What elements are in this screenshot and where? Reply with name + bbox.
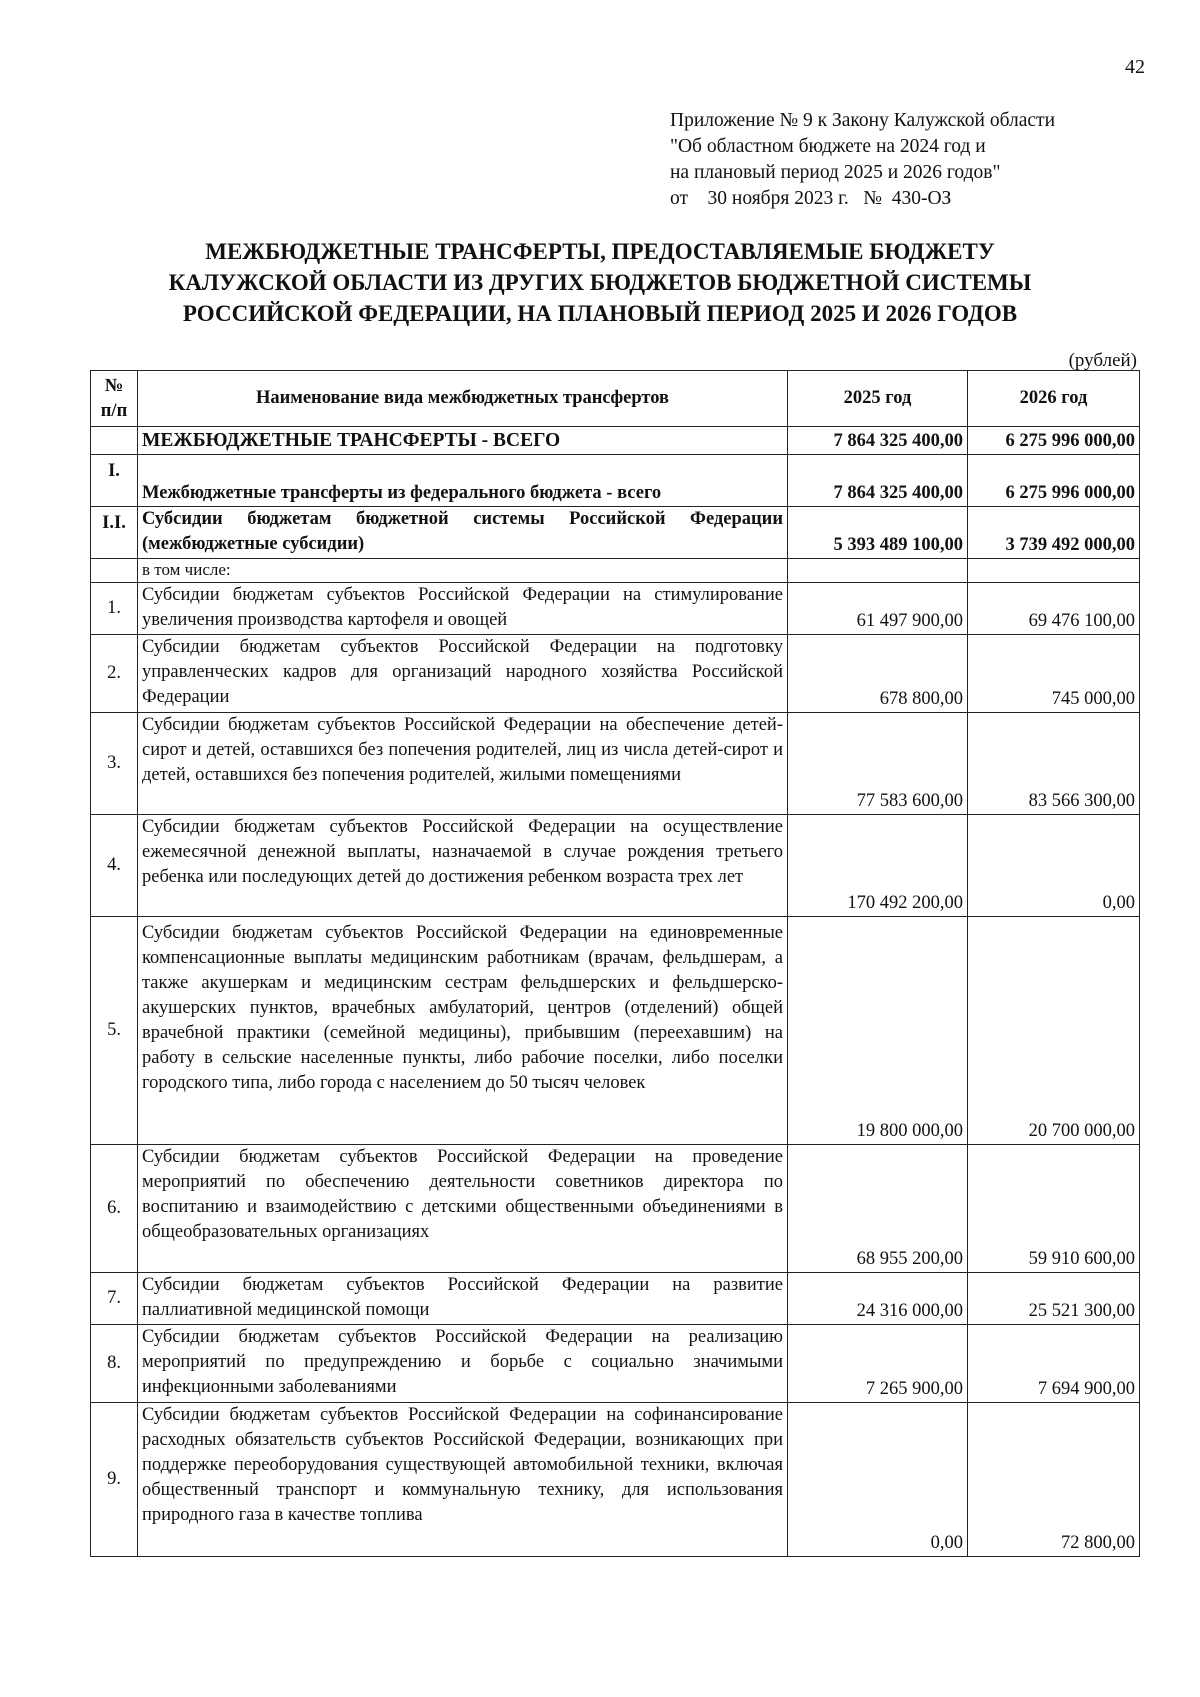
row-value-2025: 7 864 325 400,00 [788, 427, 968, 455]
row-value-2025: 61 497 900,00 [788, 583, 968, 635]
table-row-total [91, 427, 1140, 455]
row-name: Субсидии бюджетам субъектов Российской Федерации на подготовку управленческих кадров для организаций народного хозяйства Российской Федерации [138, 635, 788, 713]
row-value-2026 [968, 559, 1140, 583]
title-line: КАЛУЖСКОЙ ОБЛАСТИ ИЗ ДРУГИХ БЮДЖЕТОВ БЮДЖЕТНОЙ СИСТЕМЫ [168, 270, 1032, 295]
table-row [91, 1273, 1140, 1325]
row-value-2025 [788, 559, 968, 583]
row-value-2026: 0,00 [968, 815, 1140, 917]
page-number: 42 [1125, 56, 1145, 78]
row-name: Субсидии бюджетам субъектов Российской Федерации на стимулирование увеличения производства картофеля и овощей [138, 583, 788, 635]
row-value-2025: 678 800,00 [788, 635, 968, 713]
appendix-line: Приложение № 9 к Закону Калужской области [670, 110, 1056, 131]
row-value-2026: 6 275 996 000,00 [968, 455, 1140, 507]
row-num: 4. [91, 815, 138, 917]
row-num: 2. [91, 635, 138, 713]
table-row [91, 1403, 1140, 1557]
row-name: Субсидии бюджетам субъектов Российской Федерации на осуществление ежемесячной денежной выплаты, назначаемой в случае рождения третьего ребенка или последующих детей до достижения ребенком возраста трех лет [138, 815, 788, 917]
table-row [91, 713, 1140, 815]
transfers-table [90, 370, 1140, 1557]
row-name: МЕЖБЮДЖЕТНЫЕ ТРАНСФЕРТЫ - ВСЕГО [138, 427, 788, 455]
row-value-2025: 24 316 000,00 [788, 1273, 968, 1325]
row-name: Субсидии бюджетам субъектов Российской Федерации на обеспечение детей-сирот и детей, оставшихся без попечения родителей, лиц из числа детей-сирот и детей, оставшихся без попечения родителей, жилыми помещениями [138, 713, 788, 815]
row-value-2025: 0,00 [788, 1403, 968, 1557]
row-name: Субсидии бюджетам субъектов Российской Федерации на реализацию мероприятий по предупреждению и борьбе с социально значимыми инфекционными заболеваниями [138, 1325, 788, 1403]
row-value-2025: 77 583 600,00 [788, 713, 968, 815]
table-row [91, 1145, 1140, 1273]
header-name: Наименование вида межбюджетных трансфертов [138, 371, 788, 427]
row-num [91, 559, 138, 583]
header-num-line2: п/п [100, 400, 128, 421]
row-value-2025: 19 800 000,00 [788, 917, 968, 1145]
title-line: МЕЖБЮДЖЕТНЫЕ ТРАНСФЕРТЫ, ПРЕДОСТАВЛЯЕМЫЕ БЮДЖЕТУ [205, 239, 995, 264]
row-num: I. [91, 455, 138, 507]
row-value-2025: 170 492 200,00 [788, 815, 968, 917]
row-name: в том числе: [138, 559, 788, 583]
row-value-2025: 68 955 200,00 [788, 1145, 968, 1273]
table-row [91, 583, 1140, 635]
row-name: Субсидии бюджетам субъектов Российской Федерации на проведение мероприятий по обеспечению деятельности советников директора по воспитанию и взаимодействию с детскими общественными объединениями в общеобразовательных организациях [138, 1145, 788, 1273]
row-value-2025: 7 265 900,00 [788, 1325, 968, 1403]
units-label: (рублей) [1068, 350, 1137, 371]
appendix-line: от 30 ноября 2023 г. № 430-ОЗ [670, 188, 952, 209]
row-num: 7. [91, 1273, 138, 1325]
appendix-line: на плановый период 2025 и 2026 годов" [670, 162, 1001, 183]
table-row-including [91, 559, 1140, 583]
row-value-2026: 20 700 000,00 [968, 917, 1140, 1145]
table-row [91, 635, 1140, 713]
row-value-2026: 3 739 492 000,00 [968, 507, 1140, 559]
row-value-2025: 7 864 325 400,00 [788, 455, 968, 507]
row-value-2025: 5 393 489 100,00 [788, 507, 968, 559]
header-2025: 2025 год [788, 371, 968, 427]
row-name: Субсидии бюджетам субъектов Российской Федерации на единовременные компенсационные выплаты медицинским работникам (врачам, фельдшерам, а также акушеркам и медицинским сестрам фельдшерских и фельдшерско-акушерских пунктов, врачебных амбулаторий, центров (отделений) общей врачебной практики (семейной медицины), прибывшим (переехавшим) на работу в сельские населенные пункты, либо рабочие поселки, либо поселки городского типа, либо города с населением до 50 тысяч человек [138, 917, 788, 1145]
table-row [91, 815, 1140, 917]
appendix-reference [670, 108, 1055, 212]
row-num: 6. [91, 1145, 138, 1273]
row-value-2026: 7 694 900,00 [968, 1325, 1140, 1403]
appendix-line: "Об областном бюджете на 2024 год и [670, 136, 986, 157]
row-value-2026: 59 910 600,00 [968, 1145, 1140, 1273]
row-name: Субсидии бюджетам субъектов Российской Федерации на софинансирование расходных обязательств субъектов Российской Федерации, возникающих при поддержке переоборудования существующей автомобильной техники, включая общественный транспорт и коммунальную технику, для использования природного газа в качестве топлива [138, 1403, 788, 1557]
table-header-row [91, 371, 1140, 427]
header-num-line1: № [104, 375, 124, 396]
row-num: 1. [91, 583, 138, 635]
table-row-federal [91, 455, 1140, 507]
row-value-2026: 745 000,00 [968, 635, 1140, 713]
header-2026: 2026 год [968, 371, 1140, 427]
row-value-2026: 25 521 300,00 [968, 1273, 1140, 1325]
title-line: РОССИЙСКОЙ ФЕДЕРАЦИИ, НА ПЛАНОВЫЙ ПЕРИОД 2025 И 2026 ГОДОВ [182, 301, 1018, 326]
row-num: 3. [91, 713, 138, 815]
row-name: Субсидии бюджетам бюджетной системы Российской Федерации (межбюджетные субсидии) [138, 507, 788, 559]
row-num: 8. [91, 1325, 138, 1403]
table-row [91, 917, 1140, 1145]
header-num [91, 371, 138, 427]
row-num: 5. [91, 917, 138, 1145]
table-row-subsidies [91, 507, 1140, 559]
row-value-2026: 83 566 300,00 [968, 713, 1140, 815]
document-title [80, 236, 1120, 329]
row-num: I.I. [91, 507, 138, 559]
table-row [91, 1325, 1140, 1403]
row-value-2026: 72 800,00 [968, 1403, 1140, 1557]
row-value-2026: 6 275 996 000,00 [968, 427, 1140, 455]
row-name: Субсидии бюджетам субъектов Российской Федерации на развитие паллиативной медицинской помощи [138, 1273, 788, 1325]
row-value-2026: 69 476 100,00 [968, 583, 1140, 635]
row-num: 9. [91, 1403, 138, 1557]
row-name: Межбюджетные трансферты из федерального бюджета - всего [138, 455, 788, 507]
row-num [91, 427, 138, 455]
